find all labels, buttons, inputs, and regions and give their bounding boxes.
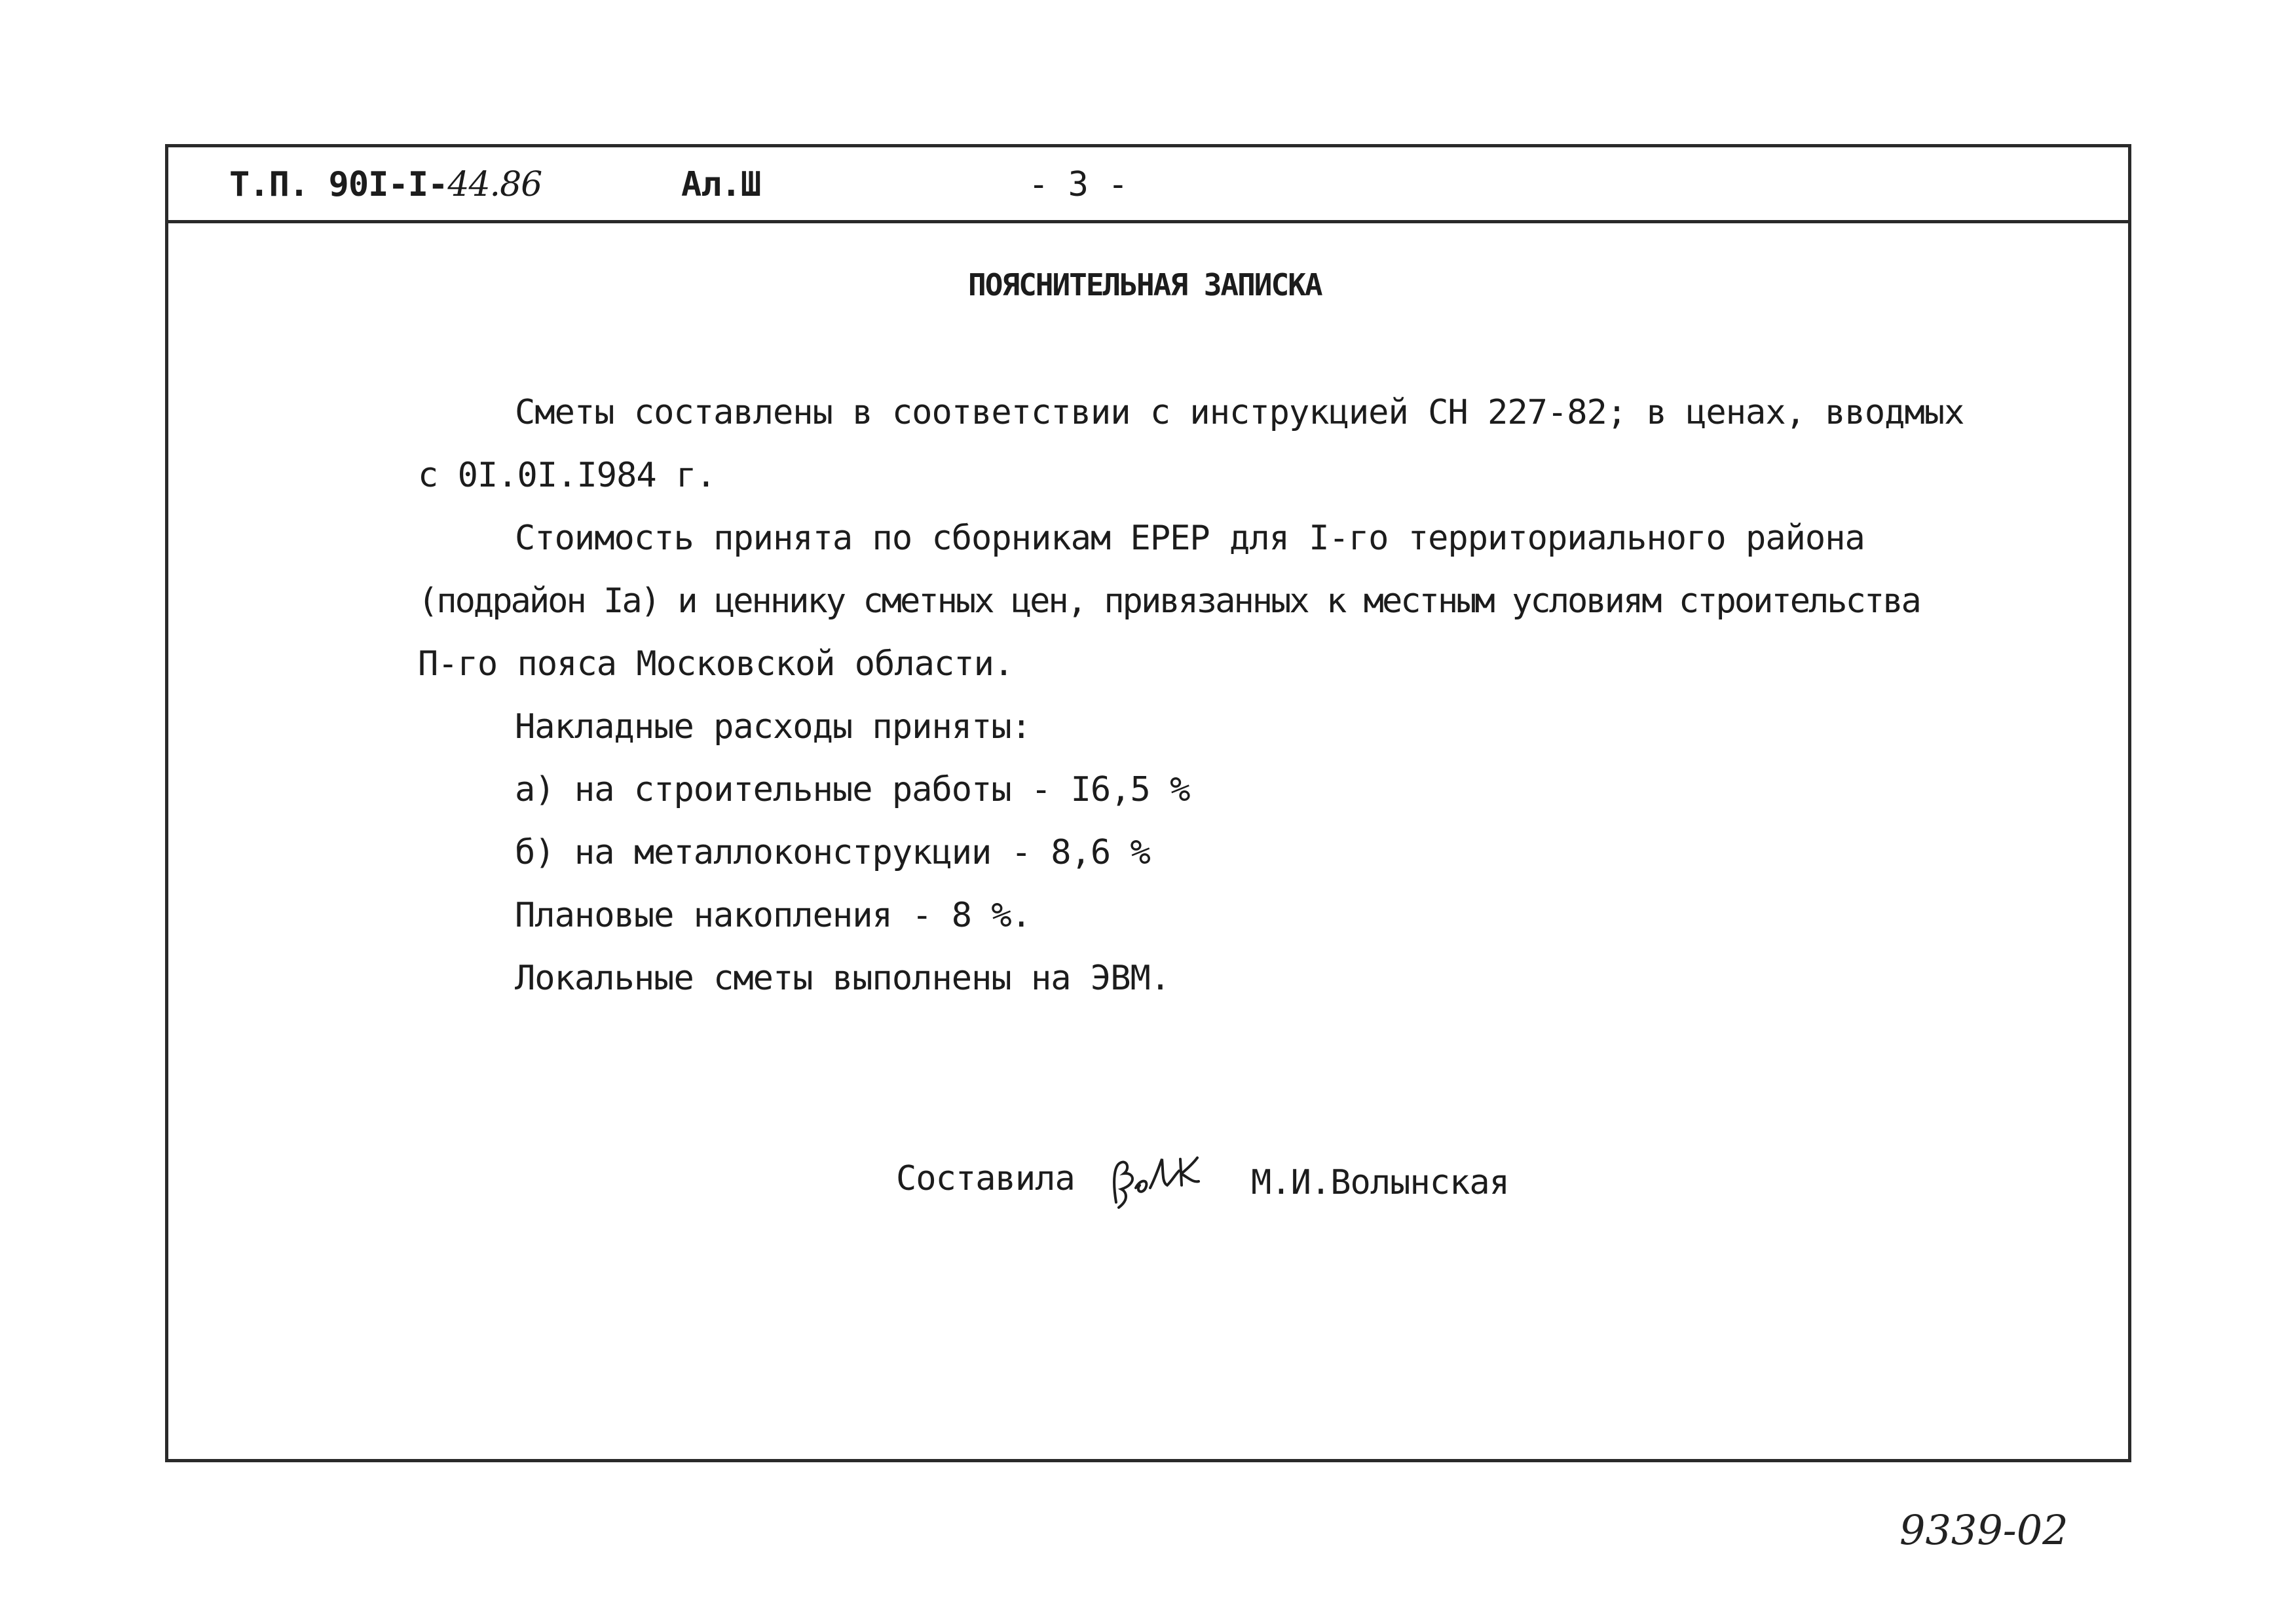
sheet-label: Ал.Ш <box>681 165 761 204</box>
handwritten-signature <box>1107 1139 1218 1218</box>
computer-note: Локальные сметы выполнены на ЭВМ. <box>515 959 1170 998</box>
paragraph2-line3: П-го пояса Московской области. <box>418 644 1014 684</box>
paragraph1-line2: с 0I.0I.I984 г. <box>418 456 716 495</box>
archive-number: 9339-02 <box>1899 1506 2068 1554</box>
page-title: ПОЯСНИТЕЛЬНАЯ ЗАПИСКА <box>968 267 1322 303</box>
paragraph1-line1: Сметы составлены в соответствии с инструкцией СН 227-82; в ценах, вводмых <box>515 393 1964 432</box>
doc-code-handwritten: 44.86 <box>447 165 542 204</box>
page-number: - 3 - <box>1028 165 1128 204</box>
signature-label: Составила <box>896 1159 1075 1198</box>
paragraph2-line1: Стоимость принята по сборникам ЕРЕР для I-го территориального района <box>515 519 1865 558</box>
overhead-title: Накладные расходы приняты: <box>515 707 1031 747</box>
overhead-item-a: а) на строительные работы - I6,5 % <box>515 770 1190 809</box>
planned-savings: Плановые накопления - 8 %. <box>515 896 1031 935</box>
doc-code <box>229 165 542 204</box>
signature-name: М.И.Волынская <box>1251 1163 1509 1202</box>
doc-code-printed: Т.П. 90I-I- <box>229 165 448 204</box>
paragraph2-line2: (подрайон Iа) и ценнику сметных цен, привязанных к местным условиям строительства <box>418 581 1920 621</box>
overhead-item-b: б) на металлоконструкции - 8,6 % <box>515 833 1150 872</box>
header-divider <box>165 220 2131 223</box>
